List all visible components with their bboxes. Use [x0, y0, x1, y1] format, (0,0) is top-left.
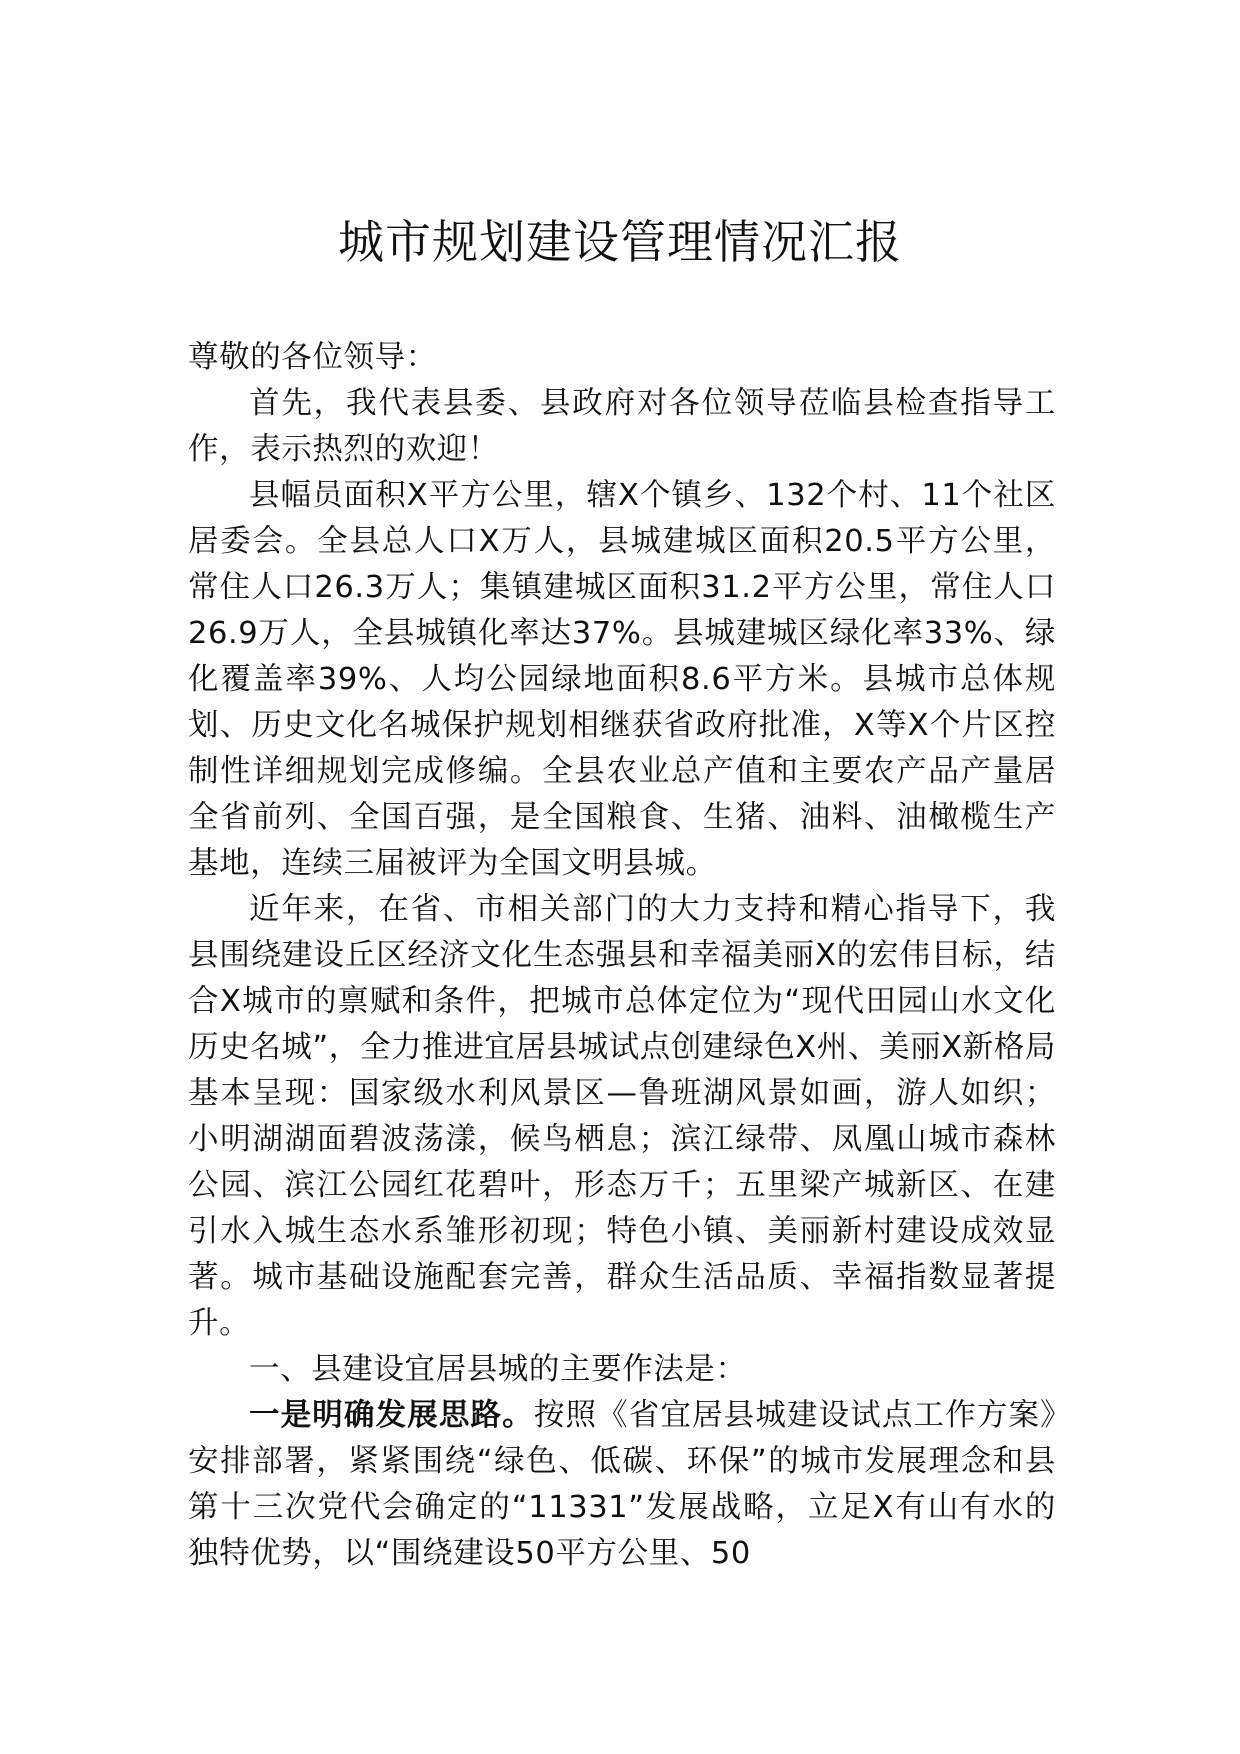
salutation: 尊敬的各位领导：: [188, 340, 437, 375]
paragraph-development-approach: [188, 1393, 1056, 1577]
document-title: 城市规划建设管理情况汇报: [338, 215, 902, 269]
paragraph-recent-years: 近年来，在省、市相关部门的大力支持和精心指导下，我县围绕建设丘区经济文化生态强县和幸福美丽X的宏伟目标，结合X城市的禀赋和条件，把城市总体定位为“现代田园山水文化历史名城”，全力推进宜居县城试点创建绿色X州、美丽X新格局基本呈现：国家级水利风景区—鲁班湖风景如画，游人如织；小明湖湖面碧波荡漾，候鸟栖息；滨江绿带、凤凰山城市森林公园、滨江公园红花碧叶，形态万千；五里梁产城新区、在建引水入城生态水系雏形初现；特色小镇、美丽新村建设成效显著。城市基础设施配套完善，群众生活品质、幸福指数显著提升。: [188, 892, 1056, 1341]
paragraph-county-overview: 县幅员面积X平方公里，辖X个镇乡、132个村、11个社区居委会。全县总人口X万人，县城建城区面积20.5平方公里，常住人口26.3万人；集镇建城区面积31.2平方公里，常住人口26.9万人，全县城镇化率达37%。县城建城区绿化率33%、绿化覆盖率39%、人均公园绿地面积8.6平方米。县城市总体规划、历史文化名城保护规划相继获省政府批准，X等X个片区控制性详细规划完成修编。全县农业总产值和主要农产品产量居全省前列、全国百强，是全国粮食、生猪、油料、油橄榄生产基地，连续三届被评为全国文明县城。: [188, 478, 1056, 881]
paragraph-lead-bold: 一是明确发展思路。: [249, 1398, 534, 1433]
section-heading-main-practices: 一、县建设宜居县城的主要作法是：: [249, 1352, 747, 1387]
paragraph-welcome: 首先，我代表县委、县政府对各位领导莅临县检查指导工作，表示热烈的欢迎！: [188, 386, 1056, 467]
document-body: [188, 335, 1056, 1577]
paragraph-lead-text: 按照《省宜居县城建设试点工作方案》安排部署，紧紧围绕“绿色、低碳、环保”的城市发展理念和县第十三次党代会确定的“11331”发展战略，立足X有山有水的独特优势，以“围绕建设50平方公里、50: [188, 1398, 1056, 1571]
